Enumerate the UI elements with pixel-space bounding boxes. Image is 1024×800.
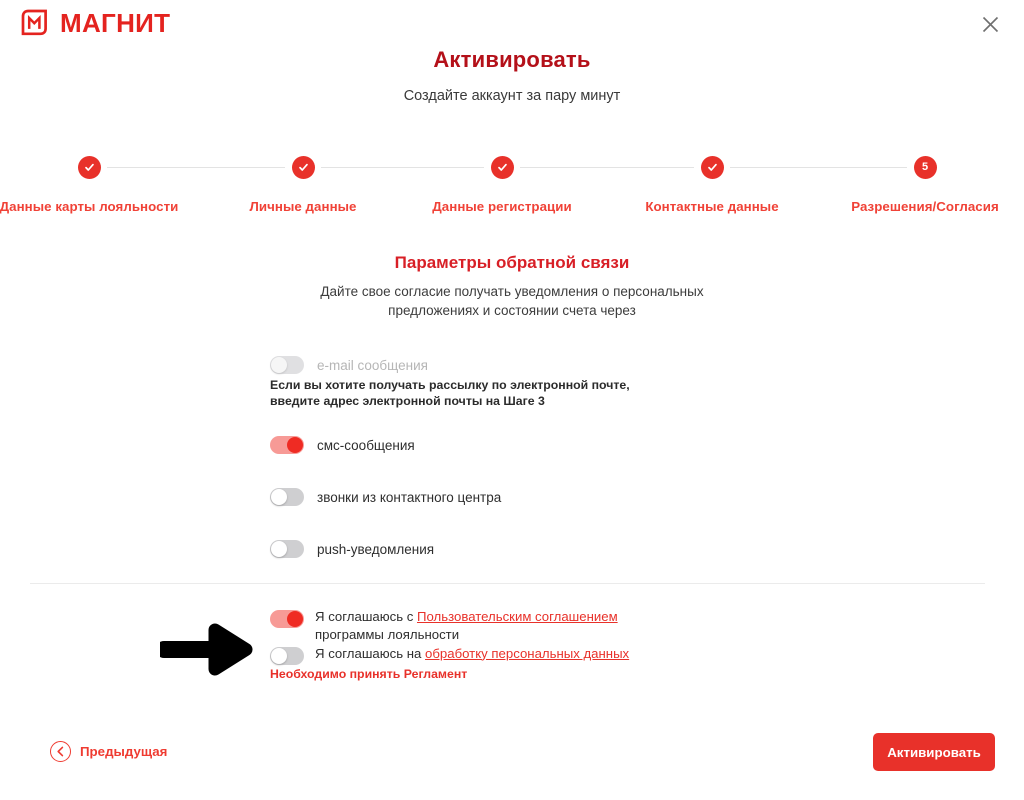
section-description: Дайте свое согласие получать уведомления о персональных предложениях и состоянии счета через bbox=[320, 284, 704, 318]
close-icon[interactable] bbox=[976, 10, 1004, 38]
toggle-knob bbox=[271, 648, 287, 664]
toggle-knob bbox=[271, 357, 287, 373]
toggle-knob bbox=[287, 611, 303, 627]
previous-button-label: Предыдущая bbox=[80, 744, 168, 759]
toggle-email bbox=[270, 356, 304, 374]
toggle-personal-data-agreement[interactable] bbox=[270, 647, 304, 665]
channel-label-email: e-mail сообщения bbox=[317, 357, 428, 373]
notification-channels bbox=[270, 354, 790, 560]
page-title: Активировать bbox=[433, 47, 591, 72]
toggle-knob bbox=[287, 437, 303, 453]
channel-label-calls: звонки из контактного центра bbox=[317, 489, 502, 505]
consent-personal-data-text bbox=[315, 645, 629, 663]
section-title: Параметры обратной связи bbox=[394, 253, 630, 272]
activate-button[interactable]: Активировать bbox=[873, 733, 995, 771]
stepper bbox=[0, 156, 1024, 216]
brand-name: МАГНИТ bbox=[60, 7, 171, 38]
toggle-push[interactable] bbox=[270, 540, 304, 558]
step-number-badge[interactable]: 5 bbox=[914, 156, 937, 179]
chevron-left-circle-icon bbox=[50, 741, 71, 762]
brand-logo bbox=[20, 8, 170, 37]
consent-error-message: Необходимо принять Регламент bbox=[270, 666, 468, 681]
right-arrow-annotation-icon bbox=[160, 622, 258, 677]
channel-label-push: push-уведомления bbox=[317, 541, 435, 557]
stepper-step-label: Контактные данные bbox=[645, 199, 779, 214]
consent-pd-prefix: Я соглашаюсь на bbox=[315, 645, 426, 661]
consent-terms-prefix: Я соглашаюсь с bbox=[315, 609, 418, 624]
step-check-icon[interactable] bbox=[292, 156, 315, 179]
channel-label-sms: смс-сообщения bbox=[317, 437, 415, 453]
magnit-logo-icon bbox=[20, 8, 49, 37]
stepper-step-label: Данные регистрации bbox=[432, 199, 572, 214]
spacer bbox=[270, 456, 790, 486]
toggle-knob bbox=[271, 541, 287, 557]
toggle-knob bbox=[271, 489, 287, 505]
step-check-icon[interactable] bbox=[78, 156, 101, 179]
toggle-calls[interactable] bbox=[270, 488, 304, 506]
spacer bbox=[270, 508, 790, 538]
personal-data-processing-link[interactable]: обработку персональных данных bbox=[425, 645, 630, 661]
stepper-step-3[interactable] bbox=[402, 156, 602, 214]
stepper-step-label: Личные данные bbox=[249, 199, 357, 214]
stepper-step-1[interactable] bbox=[0, 156, 189, 214]
stepper-step-label: Данные карты лояльности bbox=[0, 199, 179, 214]
channel-hint-email: Если вы хотите получать рассылку по электронной почте, введите адрес электронной почты на Шаге 3 bbox=[270, 378, 630, 408]
consent-row-terms bbox=[270, 608, 790, 644]
step-check-icon[interactable] bbox=[491, 156, 514, 179]
toggle-terms-agreement[interactable] bbox=[270, 610, 304, 628]
stepper-step-4[interactable] bbox=[612, 156, 812, 214]
page-subtitle: Создайте аккаунт за пару минут bbox=[403, 88, 621, 104]
consent-terms-suffix: программы лояльности bbox=[315, 626, 460, 642]
previous-button[interactable] bbox=[50, 741, 167, 762]
stepper-step-2[interactable] bbox=[203, 156, 403, 214]
step-check-icon[interactable] bbox=[701, 156, 724, 179]
channel-row-email bbox=[270, 354, 790, 376]
user-agreement-link[interactable]: Пользовательским соглашением bbox=[417, 609, 618, 624]
channel-row-push bbox=[270, 538, 790, 560]
spacer bbox=[270, 409, 790, 434]
channel-row-calls bbox=[270, 486, 790, 508]
consent-terms-text bbox=[315, 608, 685, 644]
consent-row-personal-data bbox=[270, 645, 790, 665]
divider bbox=[30, 583, 985, 584]
channel-row-sms bbox=[270, 434, 790, 456]
consent-section bbox=[270, 608, 790, 681]
stepper-step-label: Разрешения/Согласия bbox=[851, 199, 999, 214]
stepper-step-5[interactable] bbox=[825, 156, 1024, 214]
toggle-sms[interactable] bbox=[270, 436, 304, 454]
